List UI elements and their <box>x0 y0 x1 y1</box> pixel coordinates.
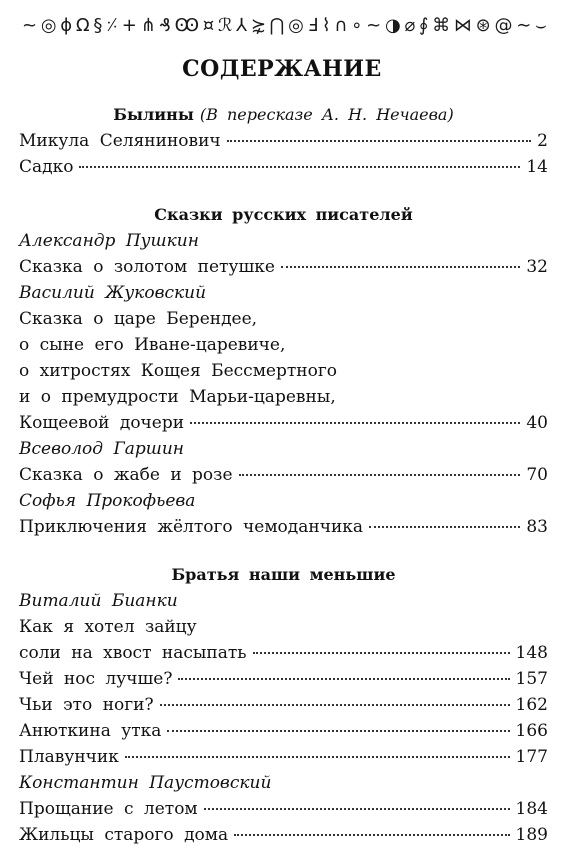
author-name: Константин Паустовский <box>19 773 272 793</box>
section-heading <box>19 202 548 228</box>
ornament-glyph: ₰ <box>159 15 170 36</box>
page-title: СОДЕРЖАНИЕ <box>182 56 382 82</box>
section-heading <box>19 102 548 128</box>
entry-title: Плавунчик <box>19 747 119 767</box>
dot-leader <box>190 422 520 424</box>
toc-entry <box>19 666 548 692</box>
table-of-contents <box>19 102 548 848</box>
ornament-glyph: Ⅎ <box>307 15 317 36</box>
entry-title-line: и о премудрости Марьи-царевны, <box>19 387 336 407</box>
page-number: 184 <box>515 799 548 819</box>
entry-title-line: о сыне его Иване-царевиче, <box>19 335 286 355</box>
entry-title: Садко <box>19 157 74 177</box>
ornament-glyph: ⸓ <box>106 15 118 36</box>
section-subheading: (В пересказе А. Н. Нечаева) <box>199 105 454 124</box>
entry-title: Приключения жёлтого чемоданчика <box>19 517 364 537</box>
dot-leader <box>281 266 520 268</box>
section-heading-text: Сказки русских писателей <box>154 205 413 224</box>
ornament-glyph: ∼ <box>516 15 531 36</box>
dot-leader <box>204 808 510 810</box>
toc-entry <box>19 410 548 436</box>
section-heading-text: Братья наши меньшие <box>171 565 396 584</box>
ornament-glyph: ⌘ <box>432 15 450 36</box>
ornament-glyph: ¤ <box>202 15 214 36</box>
dot-leader <box>227 140 532 142</box>
ornament-glyph: ~ <box>22 15 37 36</box>
ornament-glyph: ∮ <box>419 15 428 36</box>
page-number: 14 <box>526 157 548 177</box>
author-name: Василий Жуковский <box>19 283 207 303</box>
dot-leader <box>369 526 520 528</box>
ornament-glyph: ◑ <box>385 15 400 36</box>
page-number: 162 <box>515 695 548 715</box>
ornament-glyph: + <box>121 15 136 36</box>
section-spacer <box>19 540 548 562</box>
entry-title: Прощание с летом <box>19 799 198 819</box>
section-heading-text: Былины <box>113 105 194 124</box>
toc-entry <box>19 640 548 666</box>
ornament-glyph: ⌀ <box>404 15 415 36</box>
page-number: 40 <box>526 413 548 433</box>
page-number: 166 <box>515 721 548 741</box>
entry-title: Чей нос лучше? <box>19 669 173 689</box>
ornament-glyph: Ω <box>75 15 89 36</box>
entry-title-line: Как я хотел зайцу <box>19 617 197 637</box>
ornament-glyph: ∩ <box>334 15 347 36</box>
entry-title: Анюткина утка <box>19 721 162 741</box>
author-name: Виталий Бианки <box>19 591 178 611</box>
decorative-ornament-border <box>22 14 546 38</box>
ornament-glyph: ⋔ <box>140 15 155 36</box>
page-number: 157 <box>515 669 548 689</box>
page-number: 70 <box>526 465 548 485</box>
dot-leader <box>239 474 521 476</box>
author-name: Всеволод Гаршин <box>19 439 184 459</box>
page-number: 189 <box>515 825 548 845</box>
toc-entry <box>19 514 548 540</box>
toc-entry <box>19 692 548 718</box>
entry-title: соли на хвост насыпать <box>19 643 247 663</box>
page-number: 2 <box>537 131 548 151</box>
ornament-glyph: ⌣ <box>535 15 546 36</box>
page-number: 32 <box>526 257 548 277</box>
author-name: Софья Прокофьева <box>19 491 196 511</box>
dot-leader <box>160 704 510 706</box>
dot-leader <box>167 730 509 732</box>
entry-title: Сказка о золотом петушке <box>19 257 275 277</box>
entry-title: Жильцы старого дома <box>19 825 229 845</box>
entry-title: Сказка о жабе и розе <box>19 465 233 485</box>
ornament-glyph: ⌇ <box>321 15 330 36</box>
ornament-glyph: ℛ <box>217 15 232 36</box>
ornament-glyph: Ꙭ <box>174 15 199 36</box>
entry-title: Кощеевой дочери <box>19 413 185 433</box>
page-number: 83 <box>526 517 548 537</box>
ornament-glyph: § <box>93 15 102 36</box>
toc-entry <box>19 744 548 770</box>
ornament-glyph: @ <box>494 15 512 36</box>
section-spacer <box>19 180 548 202</box>
toc-entry <box>19 154 548 180</box>
entry-title-line: Сказка о царе Берендее, <box>19 309 258 329</box>
dot-leader <box>125 756 510 758</box>
ornament-glyph: ⅄ <box>236 15 247 36</box>
page-number: 148 <box>515 643 548 663</box>
ornament-glyph: ⋩ <box>250 15 265 36</box>
ornament-glyph: ⋂ <box>269 15 284 36</box>
entry-title-line: о хитростях Кощея Бессмертного <box>19 361 337 381</box>
author-name: Александр Пушкин <box>19 231 199 251</box>
section-heading <box>19 562 548 588</box>
toc-entry <box>19 128 548 154</box>
toc-entry <box>19 718 548 744</box>
dot-leader <box>79 166 520 168</box>
ornament-glyph: ◎ <box>40 15 56 36</box>
toc-entry <box>19 796 548 822</box>
ornament-glyph: ~ <box>366 15 381 36</box>
ornament-glyph: ϕ <box>60 15 72 36</box>
entry-title: Чьи это ноги? <box>19 695 154 715</box>
toc-entry <box>19 254 548 280</box>
dot-leader <box>253 652 510 654</box>
ornament-glyph: ∘ <box>351 15 362 36</box>
ornament-glyph: ⋈ <box>453 15 471 36</box>
ornament-glyph: ⊛ <box>475 15 490 36</box>
page-number: 177 <box>515 747 548 767</box>
toc-entry <box>19 822 548 848</box>
entry-title: Микула Селянинович <box>19 131 221 151</box>
toc-entry <box>19 462 548 488</box>
ornament-glyph: ◎ <box>288 15 303 36</box>
dot-leader <box>178 678 509 680</box>
